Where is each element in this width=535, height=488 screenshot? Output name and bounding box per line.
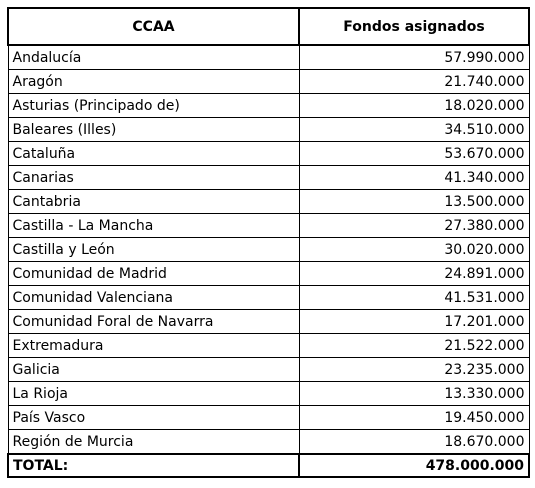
- region-name: Canarias: [8, 166, 299, 190]
- region-name: Comunidad de Madrid: [8, 262, 299, 286]
- table-row: [8, 166, 529, 190]
- table-row: [8, 310, 529, 334]
- funds-table-container: [7, 7, 530, 478]
- total-label: TOTAL:: [8, 454, 299, 477]
- region-funds: 41.531.000: [299, 286, 529, 310]
- header-fondos-asignados: Fondos asignados: [299, 8, 529, 45]
- table-row: [8, 45, 529, 70]
- region-name: Región de Murcia: [8, 430, 299, 455]
- table-row: [8, 334, 529, 358]
- region-funds: 57.990.000: [299, 45, 529, 70]
- table-row: [8, 214, 529, 238]
- region-funds: 17.201.000: [299, 310, 529, 334]
- header-ccaa: CCAA: [8, 8, 299, 45]
- region-name: Aragón: [8, 70, 299, 94]
- region-name: La Rioja: [8, 382, 299, 406]
- region-funds: 21.522.000: [299, 334, 529, 358]
- table-row: [8, 286, 529, 310]
- funds-table: [7, 7, 530, 478]
- table-footer: [8, 454, 529, 477]
- table-row: [8, 382, 529, 406]
- region-name: Andalucía: [8, 45, 299, 70]
- region-funds: 21.740.000: [299, 70, 529, 94]
- region-funds: 13.500.000: [299, 190, 529, 214]
- region-name: Asturias (Principado de): [8, 94, 299, 118]
- region-funds: 24.891.000: [299, 262, 529, 286]
- region-name: Castilla - La Mancha: [8, 214, 299, 238]
- table-row: [8, 430, 529, 455]
- table-row: [8, 262, 529, 286]
- region-name: Cantabria: [8, 190, 299, 214]
- region-funds: 23.235.000: [299, 358, 529, 382]
- table-row: [8, 94, 529, 118]
- region-name: País Vasco: [8, 406, 299, 430]
- region-funds: 19.450.000: [299, 406, 529, 430]
- table-row: [8, 118, 529, 142]
- table-row: [8, 406, 529, 430]
- region-name: Galicia: [8, 358, 299, 382]
- region-funds: 13.330.000: [299, 382, 529, 406]
- table-row: [8, 358, 529, 382]
- header-row: [8, 8, 529, 45]
- region-name: Extremadura: [8, 334, 299, 358]
- region-name: Comunidad Valenciana: [8, 286, 299, 310]
- table-row: [8, 142, 529, 166]
- total-row: [8, 454, 529, 477]
- region-name: Comunidad Foral de Navarra: [8, 310, 299, 334]
- table-header: [8, 8, 529, 45]
- region-name: Baleares (Illes): [8, 118, 299, 142]
- total-value: 478.000.000: [299, 454, 529, 477]
- table-body: [8, 45, 529, 454]
- region-funds: 18.020.000: [299, 94, 529, 118]
- region-name: Castilla y León: [8, 238, 299, 262]
- region-funds: 18.670.000: [299, 430, 529, 455]
- table-row: [8, 190, 529, 214]
- region-funds: 53.670.000: [299, 142, 529, 166]
- table-row: [8, 70, 529, 94]
- region-funds: 27.380.000: [299, 214, 529, 238]
- region-funds: 30.020.000: [299, 238, 529, 262]
- region-funds: 34.510.000: [299, 118, 529, 142]
- region-name: Cataluña: [8, 142, 299, 166]
- table-row: [8, 238, 529, 262]
- region-funds: 41.340.000: [299, 166, 529, 190]
